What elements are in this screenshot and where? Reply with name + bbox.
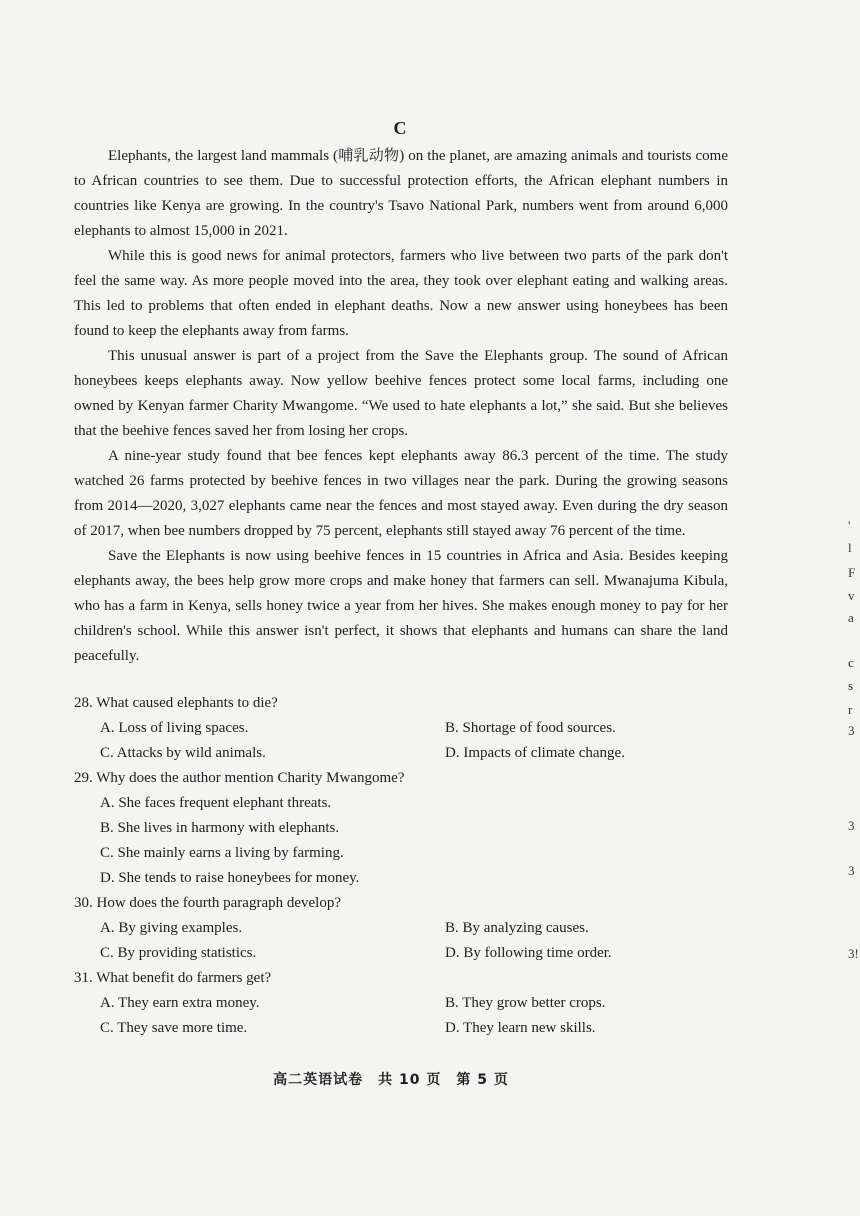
option-d[interactable]: D. Impacts of climate change.: [445, 745, 625, 761]
question-stem: 28. What caused elephants to die?: [74, 695, 278, 711]
reading-passage: [74, 144, 728, 669]
question-list: [74, 691, 734, 1041]
option-a[interactable]: A. She faces frequent elephant threats.: [100, 795, 332, 811]
option-b[interactable]: B. They grow better crops.: [445, 995, 606, 1011]
bleed-char: 3!: [848, 946, 859, 961]
option-b[interactable]: B. She lives in harmony with elephants.: [100, 820, 340, 836]
bleed-char: c: [848, 655, 854, 670]
question-stem: 30. How does the fourth paragraph develop?: [74, 895, 341, 911]
bleed-char: l: [848, 540, 852, 555]
option-b[interactable]: B. By analyzing causes.: [445, 920, 589, 936]
section-title: C: [393, 118, 407, 138]
question-29: [74, 766, 734, 891]
page-footer: 高二英语试卷 共 10 页 第 5 页: [273, 1072, 509, 1088]
bleed-char: s: [848, 678, 854, 693]
bleed-char: 3: [848, 723, 855, 738]
option-a[interactable]: A. They earn extra money.: [100, 995, 260, 1011]
paragraph-1: Elephants, the largest land mammals (哺乳动物) on the planet, are amazing animals and tourists come to African countries to see them. Due to successful protection efforts, the African elephant numbers in countries like Kenya are growing. In the country's Tsavo National Park, numbers went from around 6,000 elephants to almost 15,000 in 2021.: [74, 148, 728, 239]
option-c[interactable]: C. She mainly earns a living by farming.: [100, 845, 344, 861]
option-grid: [74, 916, 734, 966]
option-d[interactable]: D. She tends to raise honeybees for money.: [100, 870, 360, 886]
question-28: [74, 691, 734, 766]
option-grid: [74, 991, 734, 1041]
paragraph-5: Save the Elephants is now using beehive fences in 15 countries in Africa and Asia. Besides keeping elephants away, the bees help grow more crops and make honey that farmers can sell. Mwanajuma Kibula, who has a farm in Kenya, sells honey twice a year from her hives. She makes enough money to pay for her children's school. While this answer isn't perfect, it shows that elephants and humans can share the land peacefully.: [74, 548, 728, 664]
bleed-char: a: [848, 610, 854, 625]
option-grid: [74, 716, 734, 766]
question-31: [74, 966, 734, 1041]
option-b[interactable]: B. Shortage of food sources.: [445, 720, 616, 736]
question-30: [74, 891, 734, 966]
option-a[interactable]: A. By giving examples.: [100, 920, 243, 936]
paragraph-4: A nine-year study found that bee fences kept elephants away 86.3 percent of the time. The study watched 26 farms protected by beehive fences in two villages near the park. During the growing seasons from 2014—2020, 3,027 elephants came near the fences and most stayed away. Even during the dry season of 2017, when bee numbers dropped by 75 percent, elephants still stayed away 76 percent of the time.: [74, 448, 728, 539]
bleed-char: 3: [848, 818, 855, 833]
question-stem: 31. What benefit do farmers get?: [74, 970, 272, 986]
option-c[interactable]: C. Attacks by wild animals.: [100, 745, 266, 761]
paragraph-2: While this is good news for animal protectors, farmers who live between two parts of the park don't feel the same way. As more people moved into the area, they took over elephant eating and walking areas. This led to problems that often ended in elephant deaths. Now a new answer using honeybees has been found to keep the elephants away from farms.: [74, 248, 728, 339]
bleed-char: 3: [848, 863, 855, 878]
option-c[interactable]: C. They save more time.: [100, 1020, 248, 1036]
bleed-char: v: [848, 588, 855, 603]
bleed-char: r: [848, 702, 853, 717]
bleed-char: ': [848, 518, 851, 533]
option-list: [74, 791, 734, 891]
option-c[interactable]: C. By providing statistics.: [100, 945, 257, 961]
paragraph-3: This unusual answer is part of a project from the Save the Elephants group. The sound of African honeybees keeps elephants away. Now yellow beehive fences protect some local farms, including one owned by Kenyan farmer Charity Mwangome. “We used to hate elephants a lot,” she said. But she believes that the beehive fences saved her from losing her crops.: [74, 348, 728, 439]
question-stem: 29. Why does the author mention Charity Mwangome?: [74, 770, 405, 786]
option-a[interactable]: A. Loss of living spaces.: [100, 720, 249, 736]
option-d[interactable]: D. By following time order.: [445, 945, 612, 961]
bleed-char: F: [848, 565, 856, 580]
option-d[interactable]: D. They learn new skills.: [445, 1020, 596, 1036]
